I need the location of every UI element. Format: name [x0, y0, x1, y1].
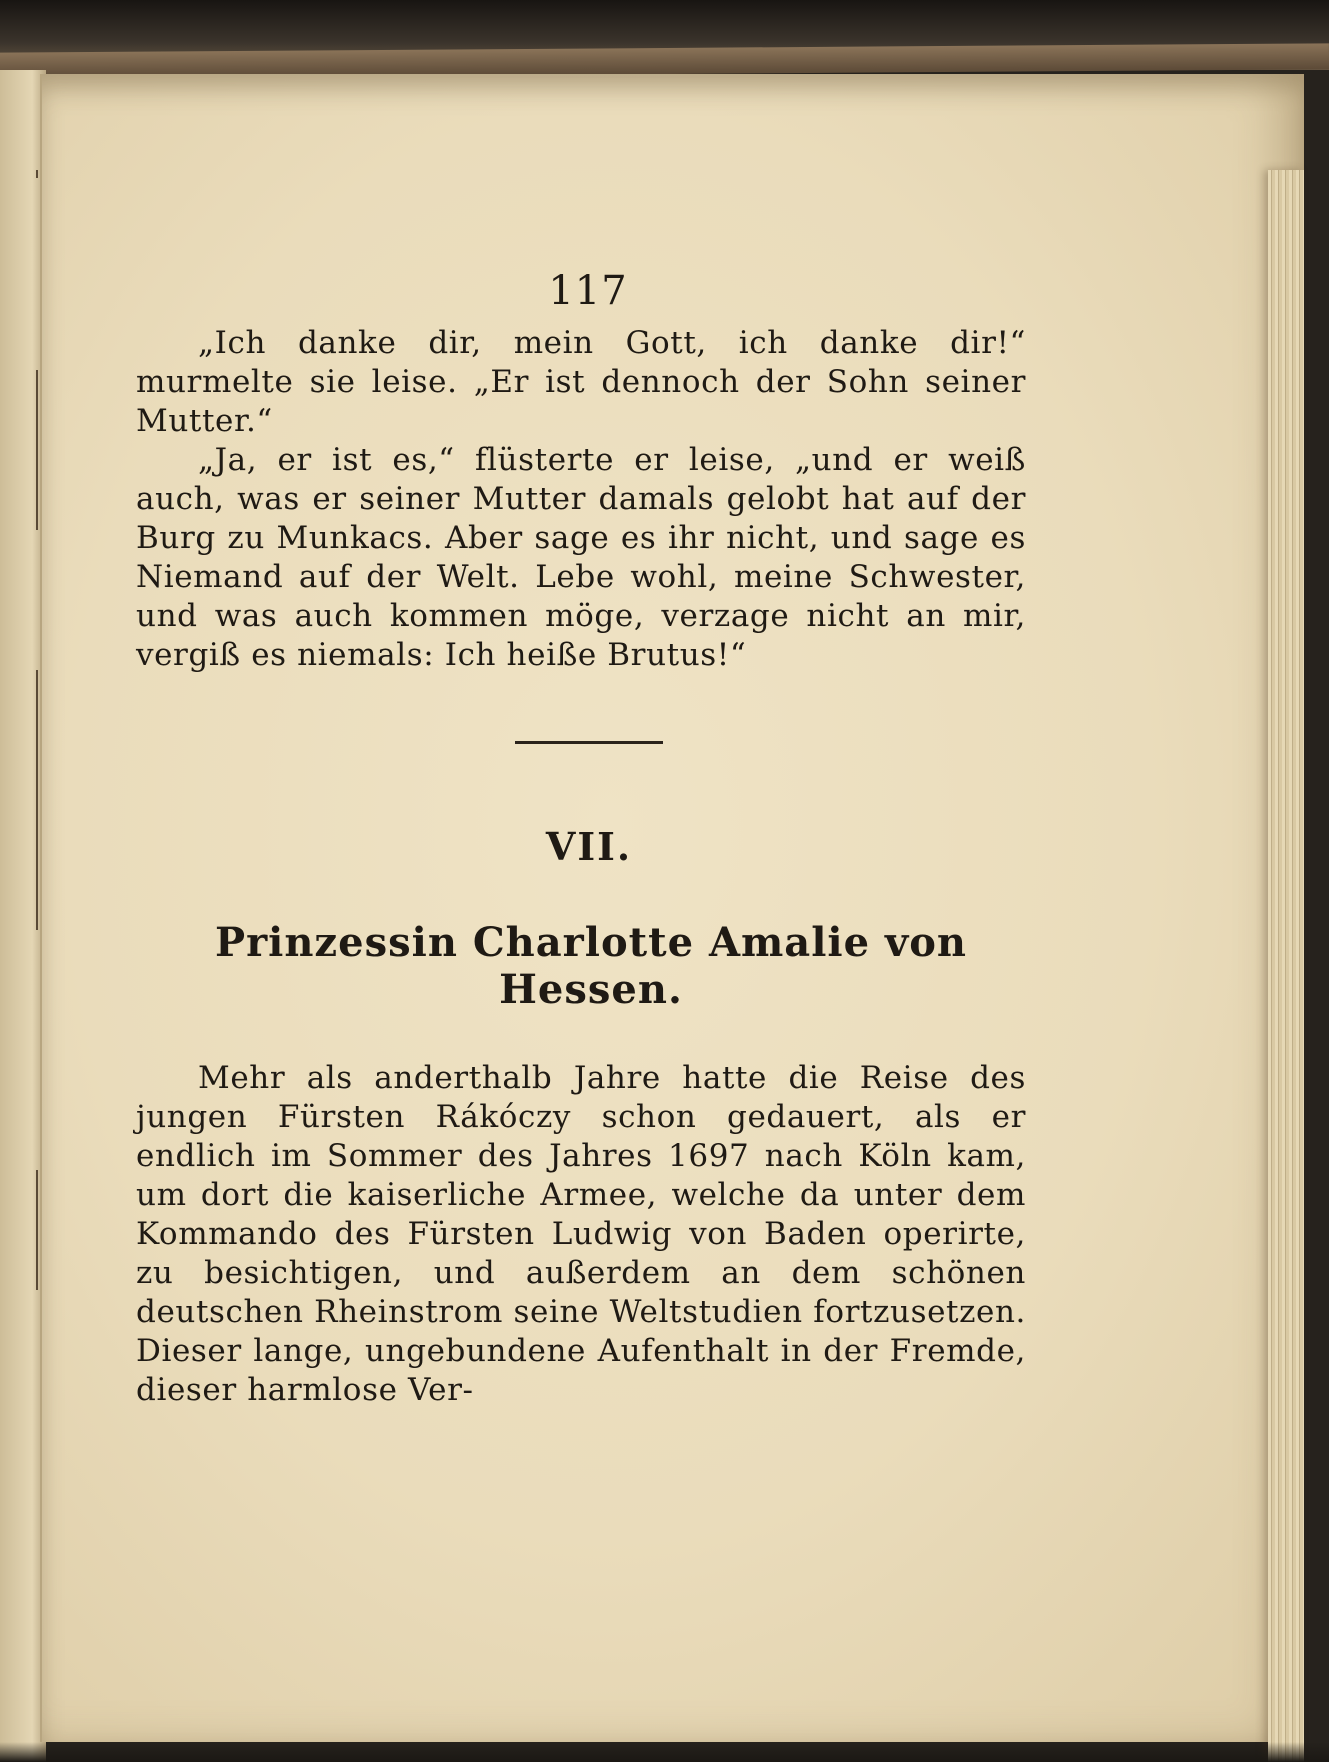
page-stack-edge [1268, 170, 1304, 1762]
chapter-title: Prinzessin Charlotte Amalie von Hessen. [215, 919, 967, 1013]
margin-marks [30, 130, 40, 1630]
paragraph: „Ja, er ist es,“ flüsterte er leise, „und er weiß auch, was er seiner Mutter damals gelobt hat auf der Burg zu Munkacs. Aber sage es ihr nicht, und sage es Niemand auf der Welt. Lebe wohl, meine Schwester, und was auch kommen möge, verzage nicht an mir, vergiß es niemals: Ich heiße Brutus!“ [136, 442, 1026, 673]
bottom-shadow [0, 1742, 1329, 1762]
chapter-number: VII. [545, 824, 633, 869]
chapter-first-paragraph: Mehr als anderthalb Jahre hatte die Reise des jungen Fürsten Rákóczy schon gedauert, als er endlich im Sommer des Jahres 1697 nach Köln kam, um dort die kaiserliche Armee, welche da unter dem Kommando des Fürsten Ludwig von Baden operirte, zu besichtigen, und außerdem an dem schönen deutschen Rheinstrom seine Weltstudien fortzusetzen. Dieser lange, ungebundene Aufenthalt in der Fremde, dieser harmlose Ver- [136, 1060, 1026, 1408]
section-divider [515, 741, 663, 744]
paragraph: „Ich danke dir, mein Gott, ich danke dir!“ murmelte sie leise. „Er ist dennoch der Sohn seiner Mutter.“ [136, 325, 1026, 439]
page-text [136, 250, 1026, 1410]
page-number: 117 [548, 268, 628, 314]
